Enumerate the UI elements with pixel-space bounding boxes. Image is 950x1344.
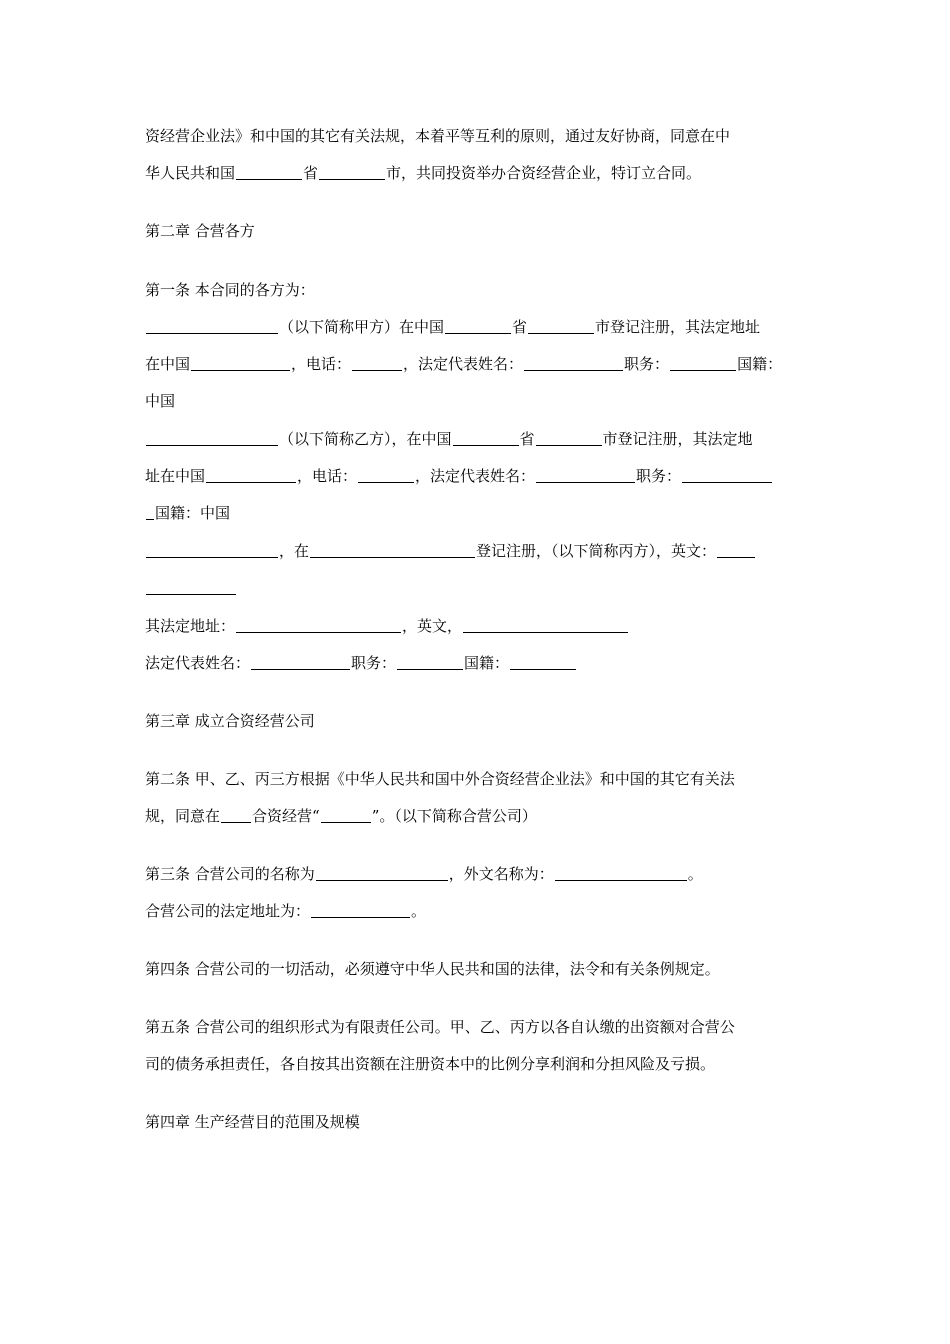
party-c-line-2 [145,578,237,598]
party-a-name-blank[interactable] [146,318,278,334]
party-b-name-blank[interactable] [146,430,278,446]
article-5-line-2: 司的债务承担责任，各自按其出资额在注册资本中的比例分享利润和分担风险及亏损。 [145,1055,716,1073]
party-a-address-blank[interactable] [191,355,290,371]
party-a-line-2: 在中国 ，电话： ，法定代表姓名： 职务： 国籍： [145,355,783,373]
party-a-line-3: 中国 [145,392,176,410]
article-3-line-1: 第三条 合营公司的名称为 ，外文名称为： 。 [145,865,703,883]
party-c-registration-blank[interactable] [310,542,475,558]
intro-line-1: 资经营企业法》和中国的其它有关法规，本着平等互利的原则，通过友好协商，同意在中 [145,127,731,145]
article-1-title: 第一条 本合同的各方为： [145,281,315,299]
party-b-phone-blank[interactable] [358,467,414,483]
article-2-line-2: 规，同意在 合资经营“ ”。（以下简称合营公司） [145,807,537,825]
party-a-city-blank[interactable] [528,318,594,334]
city-blank[interactable] [319,164,385,180]
party-b-rep-blank[interactable] [536,467,635,483]
party-a-position-blank[interactable] [670,355,736,371]
article-3-line-2: 合营公司的法定地址为： 。 [145,902,427,920]
company-name-blank[interactable] [316,865,448,881]
party-a-rep-blank[interactable] [524,355,623,371]
province-blank[interactable] [236,164,302,180]
party-c-line-4: 法定代表姓名： 职务： 国籍： [145,653,577,673]
party-c-nationality-blank[interactable] [510,654,576,670]
party-c-english-blank-cont[interactable] [146,579,236,595]
chapter-3-heading: 第三章 成立合资经营公司 [145,712,315,730]
party-c-address-english-blank[interactable] [463,617,628,633]
document-page [145,0,810,1344]
chapter-2-heading: 第二章 合营各方 [145,222,255,240]
party-c-position-blank[interactable] [397,654,463,670]
party-b-city-blank[interactable] [536,430,602,446]
jv-name-blank[interactable] [321,807,371,823]
party-b-line-3: 国籍：中国 [145,503,230,523]
party-c-line-3: 其法定地址： ，英文， [145,616,629,636]
party-b-position-blank-cont[interactable] [146,504,154,520]
party-a-line-1: （以下简称甲方）在中国 省 市登记注册，其法定地址 [145,317,760,337]
party-b-line-2: 址在中国 ，电话： ，法定代表姓名： 职务： [145,466,773,486]
party-b-line-1: （以下简称乙方），在中国 省 市登记注册，其法定地 [145,429,753,449]
party-c-name-blank[interactable] [146,542,278,558]
party-c-address-blank[interactable] [236,617,401,633]
location-blank[interactable] [221,807,251,823]
party-c-rep-blank[interactable] [251,654,350,670]
article-2-line-1: 第二条 甲、乙、丙三方根据《中华人民共和国中外合资经营企业法》和中国的其它有关法 [145,770,735,788]
company-address-blank[interactable] [311,902,410,918]
company-foreign-name-blank[interactable] [555,865,687,881]
party-c-english-blank[interactable] [717,542,755,558]
chapter-4-heading: 第四章 生产经营目的范围及规模 [145,1113,360,1131]
party-a-phone-blank[interactable] [352,355,402,371]
party-b-province-blank[interactable] [453,430,519,446]
article-5-line-1: 第五条 合营公司的组织形式为有限责任公司。甲、乙、丙方以各自认缴的出资额对合营公 [145,1018,735,1036]
party-b-position-blank[interactable] [682,467,772,483]
article-4: 第四条 合营公司的一切活动，必须遵守中华人民共和国的法律，法令和有关条例规定。 [145,960,720,978]
intro-line-2: 华人民共和国 省 市，共同投资举办合资经营企业，特订立合同。 [145,164,702,182]
party-c-line-1: ，在 登记注册，（以下简称丙方），英文： [145,541,756,561]
party-a-province-blank[interactable] [445,318,511,334]
party-b-address-blank[interactable] [206,467,296,483]
